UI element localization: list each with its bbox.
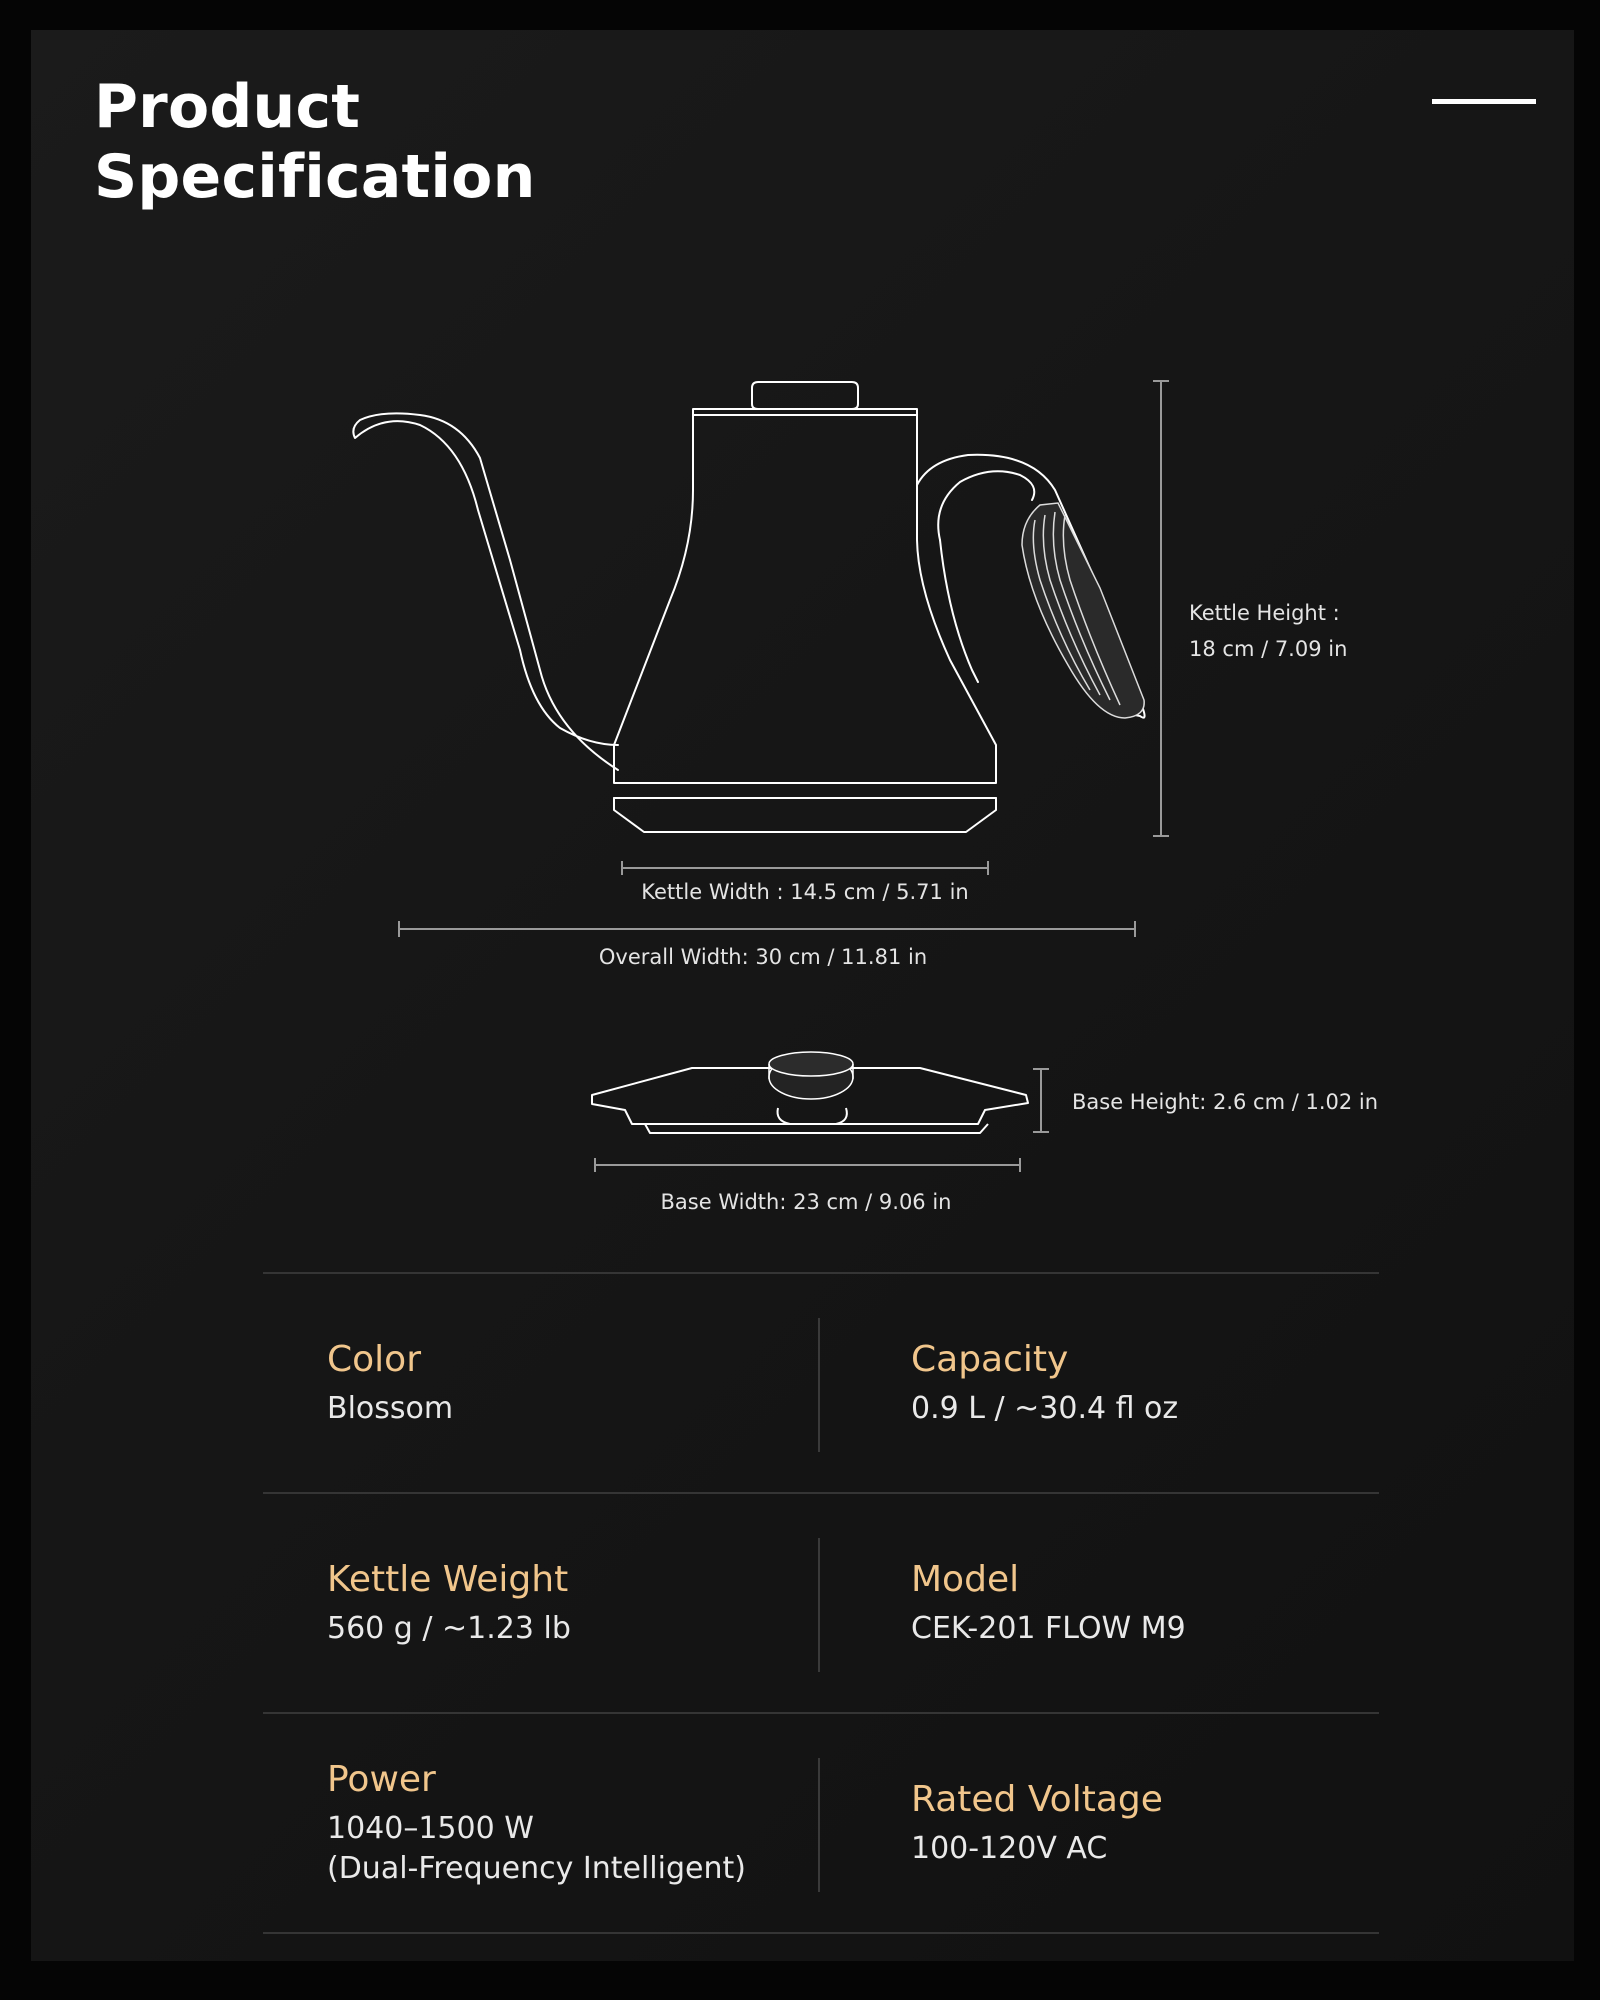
kettle-height-label-2: 18 cm / 7.09 in (1189, 637, 1348, 661)
spec-color-label: Color (327, 1339, 421, 1380)
spec-row-2 (263, 1492, 1379, 1712)
base-power-knob (769, 1052, 853, 1099)
spec-row-3 (263, 1712, 1379, 1934)
page-title-line-2: Specification (94, 142, 536, 212)
lid-rim (693, 409, 917, 415)
spec-capacity (911, 1274, 1371, 1492)
kettle-body (614, 415, 996, 783)
spec-weight-value: 560 g / ~1.23 lb (327, 1611, 571, 1646)
kettle-height-dimension (1153, 381, 1169, 836)
spec-color (327, 1274, 797, 1492)
spec-voltage-value: 100-120V AC (911, 1831, 1108, 1866)
spec-power-value-2: (Dual-Frequency Intelligent) (327, 1851, 746, 1886)
kettle-width-dimension (622, 861, 988, 875)
spec-capacity-label: Capacity (911, 1339, 1069, 1380)
spec-model (911, 1494, 1371, 1712)
spec-power-label: Power (327, 1759, 436, 1800)
kettle-handle-grip (1022, 503, 1144, 718)
base-width-label: Base Width: 23 cm / 9.06 in (660, 1190, 952, 1214)
page-title-line-1: Product (94, 72, 361, 142)
base-height-dimension (1033, 1069, 1049, 1132)
spec-table (263, 1272, 1379, 1934)
spec-power-value-1: 1040–1500 W (327, 1811, 534, 1846)
overall-width-label: Overall Width: 30 cm / 11.81 in (598, 945, 928, 969)
kettle-foot (614, 798, 996, 832)
lid-knob (752, 382, 858, 409)
spec-voltage (911, 1714, 1371, 1932)
kettle-handle-inner (938, 471, 1034, 540)
base-width-dimension (595, 1158, 1020, 1172)
spec-divider (818, 1758, 820, 1892)
spec-power (327, 1714, 797, 1932)
kettle-handle-inner-2 (940, 540, 978, 682)
spec-weight (327, 1494, 797, 1712)
kettle-spout (353, 413, 618, 770)
kettle-width-label: Kettle Width : 14.5 cm / 5.71 in (641, 880, 969, 904)
spec-divider (818, 1318, 820, 1452)
kettle-height-label-1: Kettle Height : (1189, 601, 1340, 625)
spec-color-value: Blossom (327, 1391, 454, 1426)
spec-voltage-label: Rated Voltage (911, 1779, 1163, 1820)
base-foot (645, 1124, 988, 1133)
base-height-label: Base Height: 2.6 cm / 1.02 in (1072, 1090, 1379, 1114)
base-center-recess (778, 1108, 847, 1124)
spec-model-label: Model (911, 1559, 1020, 1600)
spec-divider (818, 1538, 820, 1672)
overall-width-dimension (399, 921, 1135, 937)
spec-row-1 (263, 1272, 1379, 1492)
kettle-outline (353, 382, 1144, 832)
spec-capacity-value: 0.9 L / ~30.4 fl oz (911, 1391, 1179, 1426)
spec-weight-label: Kettle Weight (327, 1559, 569, 1600)
spec-model-value: CEK-201 FLOW M9 (911, 1611, 1186, 1646)
